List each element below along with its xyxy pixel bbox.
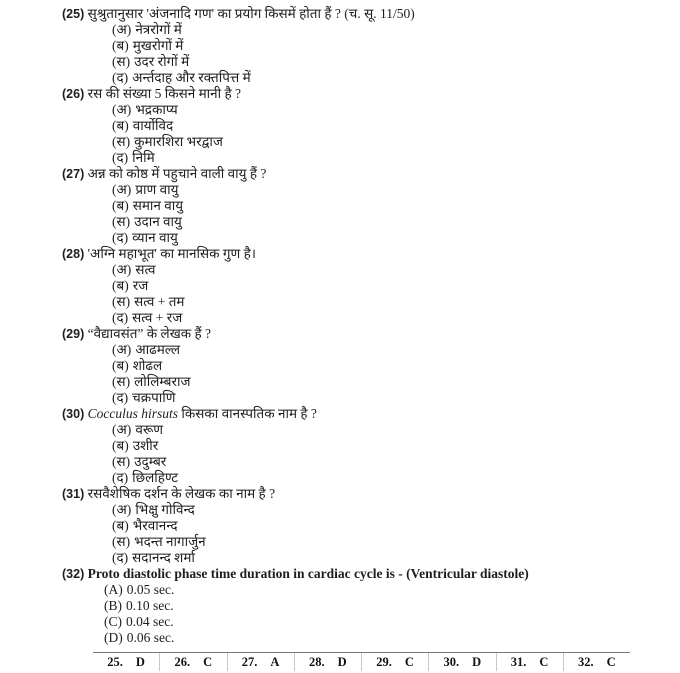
option-text: 0.04 sec. — [126, 614, 174, 629]
question-27-option-b — [112, 198, 672, 214]
option-label: (द) — [112, 470, 129, 485]
option-text: आढमल्ल — [135, 342, 181, 357]
option-label: (ब) — [112, 358, 129, 373]
question-28 — [62, 246, 672, 326]
option-text: 0.10 sec. — [126, 598, 174, 613]
question-text: Proto diastolic phase time duration in cardiac cycle is - (Ventricular diastole) — [87, 566, 529, 581]
question-28-option-a — [112, 262, 672, 278]
question-31-option-b — [112, 518, 672, 534]
question-25-option-c — [112, 54, 672, 70]
answer-letter: C — [539, 655, 549, 669]
question-31-option-a — [112, 502, 672, 518]
option-label: (ब) — [112, 118, 129, 133]
option-text: भैरवानन्द — [132, 518, 178, 533]
answer-question-number: 27. — [241, 655, 258, 669]
question-31 — [62, 486, 672, 566]
question-number: (32) — [62, 567, 85, 581]
option-text: छिलहिण्ट — [132, 470, 179, 485]
option-text: उदुम्बर — [134, 454, 167, 469]
option-label: (स) — [112, 454, 131, 469]
question-30-option-d — [112, 470, 672, 486]
question-26-option-c — [112, 134, 672, 150]
option-label: (अ) — [112, 422, 132, 437]
question-25-option-a — [112, 22, 672, 38]
option-text: वरूण — [135, 422, 164, 437]
option-label: (स) — [112, 534, 131, 549]
option-label: (C) — [104, 614, 122, 629]
question-32-option-b — [104, 598, 672, 614]
answer-key-cell-29 — [361, 653, 428, 671]
option-label: (अ) — [112, 262, 132, 277]
option-text: उदान वायु — [134, 214, 182, 229]
question-28-option-d — [112, 310, 672, 326]
answer-key-cell-31 — [496, 653, 563, 671]
question-text: सुश्रुतानुसार 'अंजनादि गण' का प्रयोग किसमें होता हैं ? (च. सू. 11/50) — [87, 6, 415, 21]
option-text: नेत्ररोगों में — [135, 22, 182, 37]
option-text: उदर रोगों में — [134, 54, 190, 69]
question-list — [62, 6, 672, 646]
question-30 — [62, 406, 672, 486]
option-label: (स) — [112, 54, 131, 69]
answer-key-row — [93, 652, 630, 671]
option-text: रज — [132, 278, 149, 293]
option-label: (अ) — [112, 102, 132, 117]
answer-letter: D — [472, 655, 482, 669]
answer-question-number: 32. — [578, 655, 594, 669]
question-text: रसवैशेषिक दर्शन के लेखक का नाम है ? — [87, 486, 276, 501]
question-text: किसका वानस्पतिक नाम है ? — [181, 406, 317, 421]
option-label: (B) — [104, 598, 122, 613]
question-32 — [62, 566, 672, 646]
question-number: (25) — [62, 7, 85, 21]
answer-letter: A — [270, 655, 280, 669]
question-29-header — [62, 326, 672, 342]
option-label: (ब) — [112, 278, 129, 293]
answer-question-number: 25. — [107, 655, 123, 669]
question-number: (31) — [62, 487, 85, 501]
option-text: भद्रकाप्य — [135, 102, 178, 117]
option-text: सदानन्द शर्मा — [132, 550, 195, 565]
question-25-header — [62, 6, 672, 22]
answer-letter: D — [135, 655, 145, 669]
question-27-header — [62, 166, 672, 182]
option-text: चक्रपाणि — [132, 390, 176, 405]
option-label: (अ) — [112, 342, 132, 357]
option-label: (ब) — [112, 38, 129, 53]
option-label: (द) — [112, 550, 129, 565]
question-32-option-a — [104, 582, 672, 598]
answer-letter: C — [404, 655, 414, 669]
question-27-option-d — [112, 230, 672, 246]
option-text: उशीर — [132, 438, 159, 453]
answer-question-number: 31. — [510, 655, 527, 669]
option-label: (द) — [112, 150, 129, 165]
question-28-option-b — [112, 278, 672, 294]
answer-key-cell-27 — [227, 653, 294, 671]
question-number: (29) — [62, 327, 85, 341]
question-text: रस की संख्या 5 किसने मानी है ? — [87, 86, 242, 101]
answer-key-cell-28 — [294, 653, 361, 671]
option-text: प्राण वायु — [135, 182, 179, 197]
option-label: (ब) — [112, 518, 129, 533]
question-26-option-b — [112, 118, 672, 134]
option-text: समान वायु — [132, 198, 184, 213]
answer-letter: C — [203, 655, 213, 669]
question-29 — [62, 326, 672, 406]
question-text: “वैद्यावसंत” के लेखक हैं ? — [87, 326, 212, 341]
question-30-option-b — [112, 438, 672, 454]
question-29-option-c — [112, 374, 672, 390]
question-25 — [62, 6, 672, 86]
option-label: (द) — [112, 390, 129, 405]
option-label: (स) — [112, 374, 131, 389]
question-27 — [62, 166, 672, 246]
question-32-option-c — [104, 614, 672, 630]
question-27-option-c — [112, 214, 672, 230]
option-text: व्यान वायु — [132, 230, 178, 245]
answer-key-cell-30 — [428, 653, 495, 671]
option-label: (ब) — [112, 438, 129, 453]
option-text: निमि — [132, 150, 155, 165]
option-label: (स) — [112, 214, 131, 229]
question-26 — [62, 86, 672, 166]
question-32-option-d — [104, 630, 672, 646]
option-text: 0.05 sec. — [126, 582, 175, 597]
answer-question-number: 28. — [309, 655, 325, 669]
option-text: सत्व + तम — [134, 294, 185, 309]
option-label: (अ) — [112, 182, 132, 197]
question-29-option-a — [112, 342, 672, 358]
answer-key-cell-26 — [159, 653, 226, 671]
question-28-option-c — [112, 294, 672, 310]
option-label: (D) — [104, 630, 123, 645]
option-label: (A) — [104, 582, 123, 597]
question-25-option-d — [112, 70, 672, 86]
question-32-header — [62, 566, 672, 582]
option-text: सत्व + रज — [132, 310, 183, 325]
question-number: (28) — [62, 247, 85, 261]
answer-key-cell-25 — [93, 653, 159, 671]
question-26-option-d — [112, 150, 672, 166]
question-31-header — [62, 486, 672, 502]
question-29-option-b — [112, 358, 672, 374]
option-text: भिक्षु गोविन्द — [135, 502, 195, 517]
answer-letter: C — [606, 655, 616, 669]
answer-question-number: 30. — [443, 655, 460, 669]
question-latin-term: Cocculus hirsuts — [87, 406, 178, 421]
option-text: 0.06 sec. — [126, 630, 175, 645]
question-30-header — [62, 406, 672, 422]
option-label: (द) — [112, 230, 129, 245]
question-text: अन्न को कोष्ठ में पहुचाने वाली वायु हैं ? — [87, 166, 267, 181]
option-label: (अ) — [112, 22, 132, 37]
question-26-header — [62, 86, 672, 102]
answer-letter: D — [337, 655, 347, 669]
question-text: 'अग्नि महाभूत' का मानसिक गुण है। — [87, 246, 256, 261]
option-text: कुमारशिरा भरद्वाज — [134, 134, 223, 149]
option-label: (स) — [112, 294, 131, 309]
option-label: (ब) — [112, 198, 129, 213]
question-number: (30) — [62, 407, 85, 421]
option-label: (स) — [112, 134, 131, 149]
answer-question-number: 29. — [376, 655, 392, 669]
question-27-option-a — [112, 182, 672, 198]
question-25-option-b — [112, 38, 672, 54]
question-31-option-d — [112, 550, 672, 566]
question-28-header — [62, 246, 672, 262]
option-text: अर्न्तदाह और रक्तपित्त में — [132, 70, 251, 85]
question-30-option-c — [112, 454, 672, 470]
question-29-option-d — [112, 390, 672, 406]
option-text: सत्व — [135, 262, 156, 277]
option-label: (द) — [112, 310, 129, 325]
question-26-option-a — [112, 102, 672, 118]
option-text: वार्योविद — [132, 118, 174, 133]
option-label: (अ) — [112, 502, 132, 517]
option-text: लोलिम्बराज — [134, 374, 191, 389]
question-number: (26) — [62, 87, 85, 101]
option-text: भदन्त नागार्जुन — [134, 534, 206, 549]
question-number: (27) — [62, 167, 85, 181]
answer-question-number: 26. — [174, 655, 191, 669]
question-30-option-a — [112, 422, 672, 438]
option-text: मुखरोगों में — [132, 38, 184, 53]
answer-key-cell-32 — [563, 653, 630, 671]
option-text: शोढल — [132, 358, 163, 373]
question-31-option-c — [112, 534, 672, 550]
option-label: (द) — [112, 70, 129, 85]
